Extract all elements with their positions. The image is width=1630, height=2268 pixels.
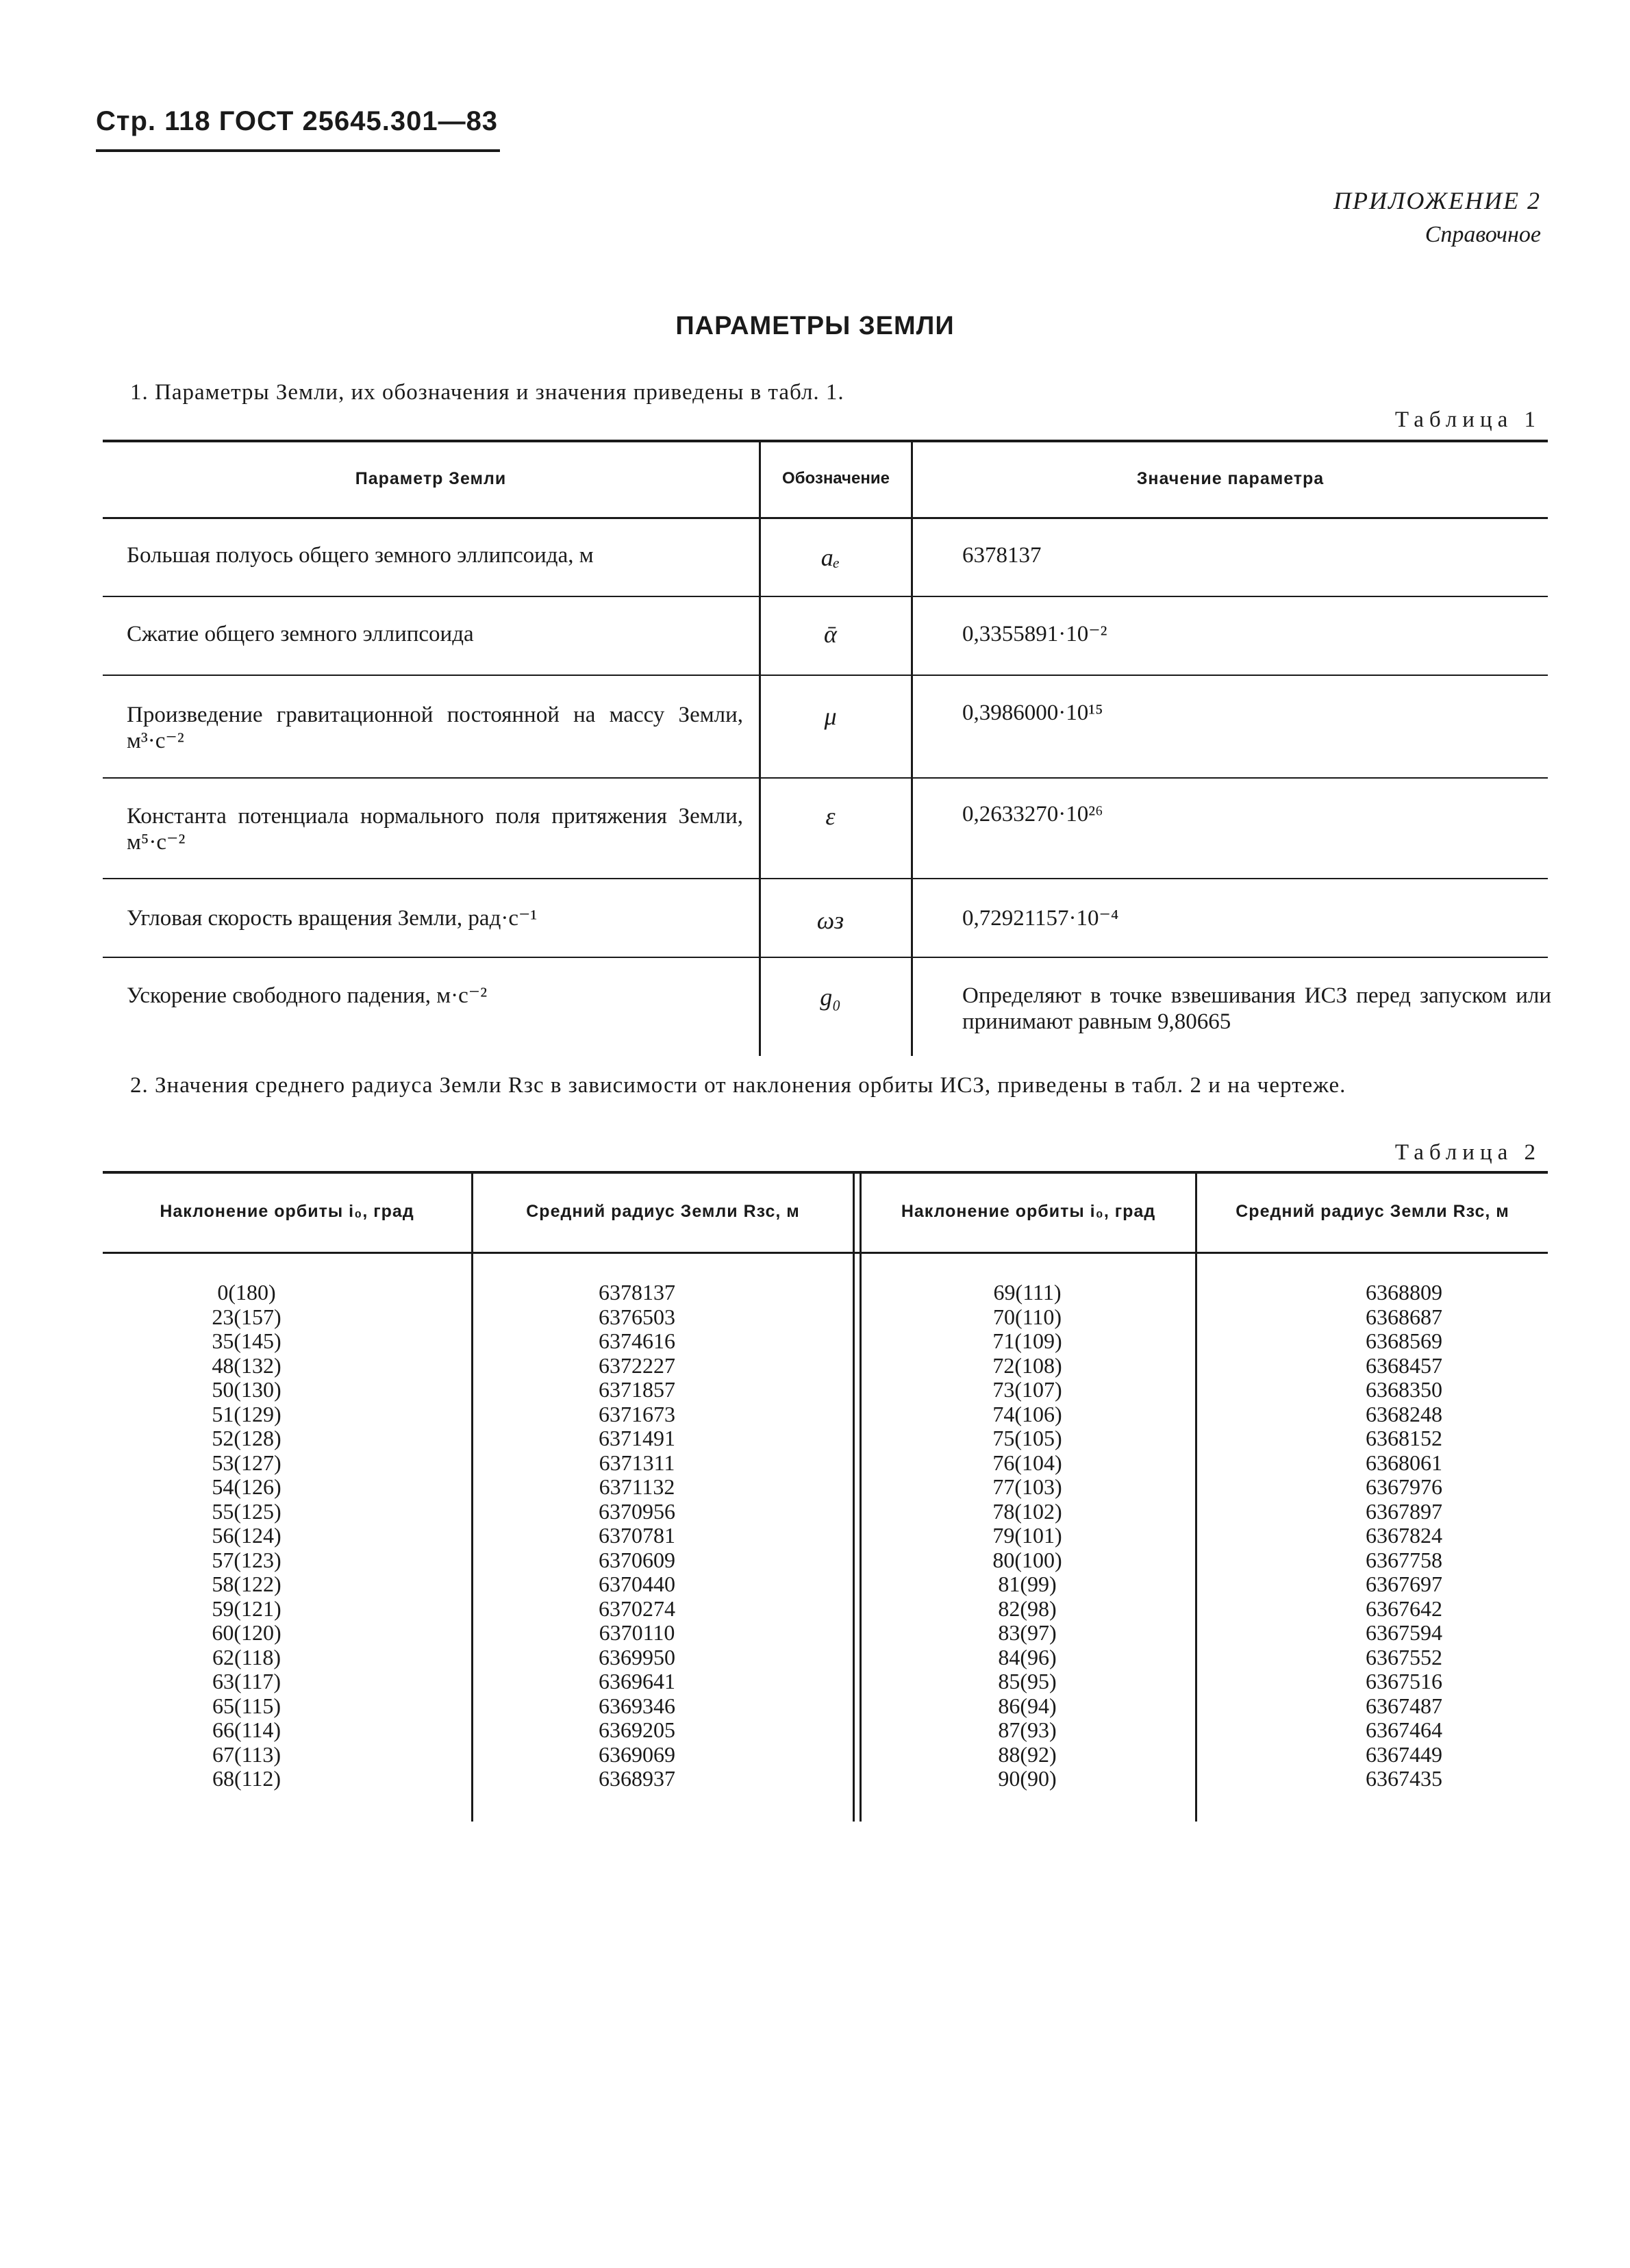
table2-radius-cell: 6369069 xyxy=(599,1741,675,1767)
table2-radius-cell: 6368937 xyxy=(599,1766,675,1791)
table1-row-value: 0,3986000·10¹⁵ xyxy=(962,701,1103,725)
table1-row-param: Произведение гравитационной постоянной на массу Земли, м³·с⁻² xyxy=(127,703,743,753)
table1-header-rule xyxy=(103,517,1548,519)
table2-radius-cell: 6371673 xyxy=(599,1401,675,1426)
table2-incl-cell: 72(108) xyxy=(992,1352,1062,1378)
table2-incl-cell: 90(90) xyxy=(998,1766,1057,1791)
table2-incl-cell: 82(98) xyxy=(998,1596,1057,1621)
table2-incl-cell: 66(114) xyxy=(212,1717,281,1742)
table2-radius-cell: 6367976 xyxy=(1366,1474,1442,1499)
appendix-type: Справочное xyxy=(1425,222,1541,247)
table2-radius-cell: 6372227 xyxy=(599,1352,675,1378)
table2-radius-cell: 6368061 xyxy=(1366,1450,1442,1475)
table1-row-symbol: μ xyxy=(824,703,837,730)
table2-radius-cell: 6368569 xyxy=(1366,1328,1442,1353)
table2-header-incl-left: Наклонение орбиты i₀, град xyxy=(160,1202,414,1221)
table2-incl-cell: 48(132) xyxy=(212,1352,281,1378)
table1-row-rule xyxy=(103,957,1548,958)
table2-incl-cell: 62(118) xyxy=(212,1644,281,1670)
table1-row-value: 0,3355891·10⁻² xyxy=(962,622,1107,646)
table1-col-rule xyxy=(759,440,761,1056)
table2-radius-cell: 6367464 xyxy=(1366,1717,1442,1742)
page-header: Стр. 118 ГОСТ 25645.301—83 xyxy=(96,106,499,136)
table2-header-radius-right: Средний радиус Земли Rзс, м xyxy=(1236,1202,1509,1221)
table1-row-value: 6378137 xyxy=(962,543,1042,568)
table1-header-param: Параметр Земли xyxy=(355,469,507,488)
table1-top-rule xyxy=(103,440,1548,442)
table2-radius-cell: 6367552 xyxy=(1366,1644,1442,1670)
table1-row-symbol: aₑ xyxy=(820,544,840,571)
table2-radius-cell: 6371491 xyxy=(599,1426,675,1450)
table2-radius-cell: 6367516 xyxy=(1366,1669,1442,1693)
table2-radius-cell: 6370956 xyxy=(599,1498,675,1524)
table2-radius-cell: 6367642 xyxy=(1366,1596,1442,1621)
table1-header-symbol: Обозначение xyxy=(782,469,890,488)
table2-header-rule xyxy=(103,1252,1548,1254)
table2-incl-cell: 70(110) xyxy=(992,1304,1062,1329)
table2-incl-cell: 88(92) xyxy=(998,1741,1057,1767)
table1-label: Таблица 1 xyxy=(1394,407,1541,432)
table2-incl-cell: 67(113) xyxy=(212,1741,281,1767)
table2-radius-cell: 6370609 xyxy=(599,1547,675,1572)
table1-row-param: Большая полуось общего земного эллипсоида, м xyxy=(127,543,594,568)
page-title: ПАРАМЕТРЫ ЗЕМЛИ xyxy=(675,312,955,340)
table2-incl-cell: 75(105) xyxy=(992,1426,1062,1450)
table2-incl-cell: 63(117) xyxy=(212,1669,281,1693)
table2-col-rule xyxy=(860,1171,862,1822)
paragraph-2: 2. Значения среднего радиуса Земли Rзс в зависимости от наклонения орбиты ИСЗ, приведены в табл. 2 и на чертеже. xyxy=(130,1073,1346,1098)
table1-row-rule xyxy=(103,777,1548,779)
table1-row-rule xyxy=(103,596,1548,597)
table2-radius-cell: 6370440 xyxy=(599,1572,675,1596)
header-rule xyxy=(96,149,500,152)
table2-incl-left-column xyxy=(137,1281,356,1791)
table1-row-param: Ускорение свободного падения, м·с⁻² xyxy=(127,983,488,1008)
table2-incl-cell: 23(157) xyxy=(212,1304,281,1329)
table2-incl-cell: 84(96) xyxy=(998,1644,1057,1670)
table2-col-rule xyxy=(471,1171,473,1822)
table2-incl-cell: 60(120) xyxy=(212,1620,281,1645)
table2-incl-cell: 79(101) xyxy=(992,1523,1062,1548)
intro-paragraph: 1. Параметры Земли, их обозначения и значения приведены в табл. 1. xyxy=(130,380,844,405)
table2-incl-cell: 74(106) xyxy=(992,1401,1062,1426)
table1-row-value: 0,72921157·10⁻⁴ xyxy=(962,906,1119,931)
table2-incl-cell: 76(104) xyxy=(992,1450,1062,1475)
table2-incl-cell: 59(121) xyxy=(212,1596,281,1621)
table2-radius-cell: 6370781 xyxy=(599,1523,675,1548)
table2-radius-cell: 6369950 xyxy=(599,1644,675,1670)
table2-radius-cell: 6368350 xyxy=(1366,1377,1442,1402)
table1-row-symbol: g₀ xyxy=(820,983,841,1011)
table2-radius-right-column xyxy=(1301,1281,1507,1791)
table2-radius-cell: 6368248 xyxy=(1366,1401,1442,1426)
table2-incl-cell: 81(99) xyxy=(998,1572,1057,1596)
table2-radius-cell: 6367758 xyxy=(1366,1547,1442,1572)
table2-radius-left-column xyxy=(534,1281,740,1791)
appendix-label: ПРИЛОЖЕНИЕ 2 xyxy=(1333,187,1541,214)
table2-col-rule xyxy=(853,1171,855,1822)
table1-row-symbol: ε xyxy=(825,803,836,830)
table2-radius-cell: 6367435 xyxy=(1366,1766,1442,1791)
table1-row-param: Угловая скорость вращения Земли, рад·с⁻¹ xyxy=(127,906,538,931)
table1-row-symbol: ωз xyxy=(816,907,844,934)
table2-radius-cell: 6368687 xyxy=(1366,1304,1442,1329)
table2-incl-cell: 54(126) xyxy=(212,1474,281,1499)
table1-header-value: Значение параметра xyxy=(1136,469,1325,488)
table1-row-param: Сжатие общего земного эллипсоида xyxy=(127,622,474,646)
table2-col-rule xyxy=(1195,1171,1197,1822)
table2-incl-cell: 65(115) xyxy=(212,1693,281,1718)
table2-radius-cell: 6367824 xyxy=(1366,1523,1442,1548)
table2-header-radius-left: Средний радиус Земли Rзс, м xyxy=(526,1202,800,1221)
table2-radius-cell: 6367594 xyxy=(1366,1620,1442,1645)
table1-col-rule xyxy=(911,440,913,1056)
table2-incl-cell: 57(123) xyxy=(212,1547,281,1572)
table2-top-rule xyxy=(103,1171,1548,1174)
table2-radius-cell: 6376503 xyxy=(599,1304,675,1329)
table1-row-param: Константа потенциала нормального поля притяжения Земли, м⁵·с⁻² xyxy=(127,804,743,855)
table2-header-incl-right: Наклонение орбиты i₀, град xyxy=(901,1202,1156,1221)
table2-incl-cell: 87(93) xyxy=(998,1717,1057,1742)
table2-incl-cell: 51(129) xyxy=(212,1401,281,1426)
table2-radius-cell: 6367487 xyxy=(1366,1693,1442,1718)
table1-row-value: 0,2633270·10²⁶ xyxy=(962,802,1103,827)
table1-row-symbol: ᾱ xyxy=(824,620,837,648)
table2-incl-cell: 68(112) xyxy=(212,1766,281,1791)
table1-row-rule xyxy=(103,878,1548,879)
table2-radius-cell: 6367449 xyxy=(1366,1741,1442,1767)
table1-row-value: Определяют в точке взвешивания ИСЗ перед запуском или принимают равным 9,80665 xyxy=(962,983,1551,1034)
table2-incl-cell: 69(111) xyxy=(993,1280,1062,1305)
table2-incl-cell: 73(107) xyxy=(992,1377,1062,1402)
table2-radius-cell: 6370110 xyxy=(599,1620,675,1645)
table2-incl-cell: 50(130) xyxy=(212,1377,281,1402)
table2-radius-cell: 6369641 xyxy=(599,1669,675,1693)
table2-incl-cell: 0(180) xyxy=(217,1280,276,1305)
table2-incl-cell: 86(94) xyxy=(998,1693,1057,1718)
table2-incl-cell: 80(100) xyxy=(992,1547,1062,1572)
table2-incl-right-column xyxy=(925,1281,1130,1791)
table2-radius-cell: 6368809 xyxy=(1366,1280,1442,1305)
table2-incl-cell: 58(122) xyxy=(212,1572,281,1596)
table2-incl-cell: 52(128) xyxy=(212,1426,281,1450)
table2-incl-cell: 77(103) xyxy=(992,1474,1062,1499)
table2-radius-cell: 6371857 xyxy=(599,1377,675,1402)
table2-radius-cell: 6370274 xyxy=(599,1596,675,1621)
table2-radius-cell: 6371311 xyxy=(599,1450,675,1475)
table2-radius-cell: 6367697 xyxy=(1366,1572,1442,1596)
table2-incl-cell: 85(95) xyxy=(998,1669,1057,1693)
appendix-block xyxy=(1333,184,1541,252)
table2-radius-cell: 6374616 xyxy=(599,1328,675,1353)
table2-incl-cell: 83(97) xyxy=(998,1620,1057,1645)
table2-incl-cell: 56(124) xyxy=(212,1523,281,1548)
table2-incl-cell: 78(102) xyxy=(992,1498,1062,1524)
table2-radius-cell: 6368457 xyxy=(1366,1352,1442,1378)
table2-radius-cell: 6368152 xyxy=(1366,1426,1442,1450)
table2-label: Таблица 2 xyxy=(1394,1140,1541,1165)
table2-radius-cell: 6369205 xyxy=(599,1717,675,1742)
table2-incl-cell: 55(125) xyxy=(212,1498,281,1524)
table2-radius-cell: 6378137 xyxy=(599,1280,675,1305)
table2-incl-cell: 53(127) xyxy=(212,1450,281,1475)
table2-incl-cell: 35(145) xyxy=(212,1328,281,1353)
table2-radius-cell: 6367897 xyxy=(1366,1498,1442,1524)
table2-incl-cell: 71(109) xyxy=(992,1328,1062,1353)
table2-radius-cell: 6369346 xyxy=(599,1693,675,1718)
table1-row-rule xyxy=(103,675,1548,676)
table2-radius-cell: 6371132 xyxy=(599,1474,675,1499)
